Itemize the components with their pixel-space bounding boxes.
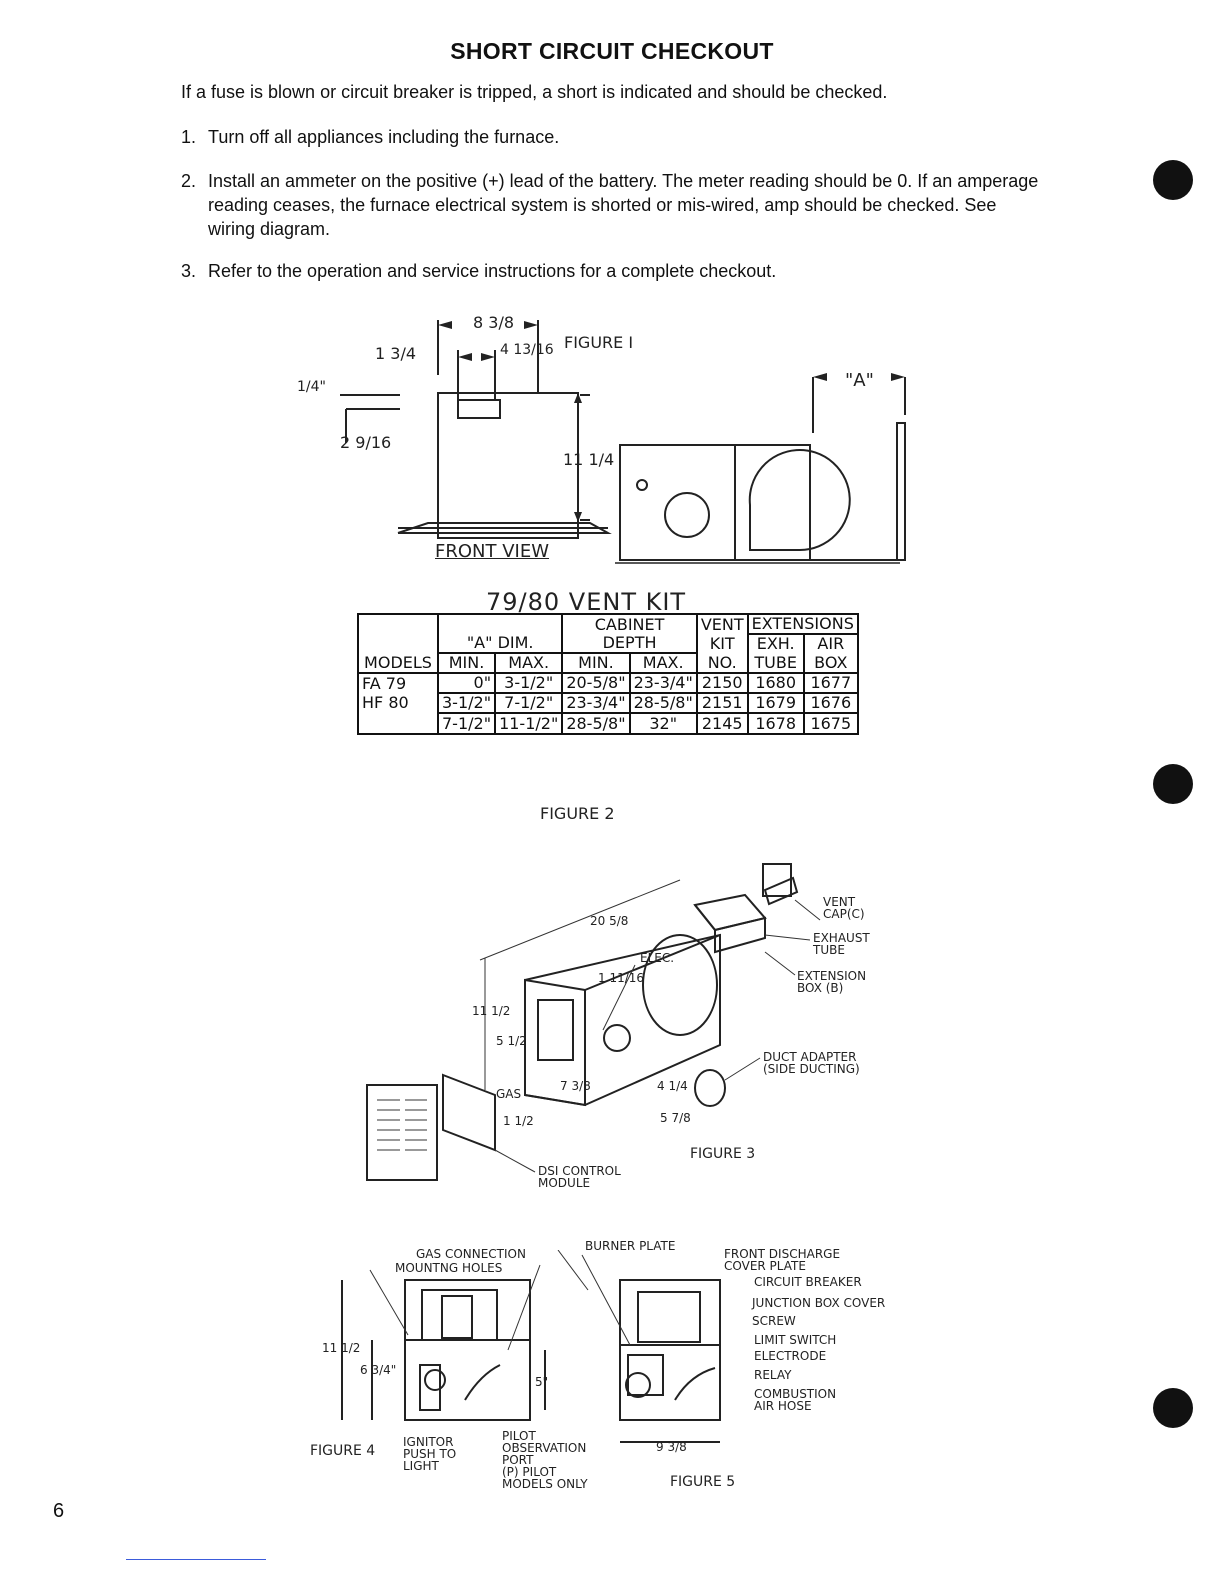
table-cell: 3-1/2" xyxy=(495,673,562,693)
table-row xyxy=(358,673,858,693)
table-cell: 23-3/4" xyxy=(630,673,697,693)
punch-hole-middle xyxy=(1153,764,1193,804)
callout-vent-cap: VENT CAP(C) xyxy=(823,895,865,921)
page-number: 6 xyxy=(53,1500,65,1522)
callout-electrode: ELECTRODE xyxy=(754,1349,827,1363)
figure-3-drawing xyxy=(355,860,875,1200)
punch-hole-bottom xyxy=(1153,1388,1193,1428)
table-cell: 28-5/8" xyxy=(562,713,629,734)
dim-2-9-16: 2 9/16 xyxy=(340,433,392,452)
header-vent: VENT xyxy=(697,614,748,634)
table-cell: 32" xyxy=(630,713,697,734)
punch-hole-top xyxy=(1153,160,1193,200)
callout-duct-adapter: DUCT ADAPTER (SIDE DUCTING) xyxy=(763,1050,860,1076)
dim-5-1-2: 5 1/2 xyxy=(496,1034,527,1048)
page-title: SHORT CIRCUIT CHECKOUT xyxy=(450,38,774,64)
table-cell: 7-1/2" xyxy=(495,693,562,713)
callout-extension-box: EXTENSION BOX (B) xyxy=(797,969,867,995)
dim-quarter: 1/4" xyxy=(297,379,326,395)
dim-5-7-8: 5 7/8 xyxy=(660,1111,691,1125)
callout-exhaust-tube: EXHAUST TUBE xyxy=(813,931,870,957)
table-cell: 0" xyxy=(438,673,495,693)
step-number: 1. xyxy=(181,127,197,147)
footer-rule xyxy=(126,1559,266,1560)
dim-4-1-4: 4 1/4 xyxy=(657,1079,688,1093)
dim-11-1-2: 11 1/2 xyxy=(472,1004,511,1018)
table-row xyxy=(358,693,858,713)
dim-20-5-8: 20 5/8 xyxy=(590,914,629,928)
figure-4-label: FIGURE 4 xyxy=(310,1443,376,1459)
callout-pilot: PILOT OBSERVATION PORT (P) PILOT MODELS ONLY xyxy=(502,1429,588,1491)
figure-5-label: FIGURE 5 xyxy=(670,1474,736,1490)
vent-kit-title: 79/80 VENT KIT xyxy=(486,588,687,616)
callout-mounting-holes: MOUNTNG HOLES xyxy=(395,1261,503,1275)
step-text: Refer to the operation and service instructions for a complete checkout. xyxy=(208,261,777,281)
table-cell: 2150 xyxy=(697,673,748,693)
intro-text: If a fuse is blown or circuit breaker is tripped, a short is indicated and should be checked. xyxy=(181,82,888,102)
header-max: MAX. xyxy=(630,653,697,673)
header-extensions: EXTENSIONS xyxy=(748,614,858,634)
dim-8-3-8: 8 3/8 xyxy=(473,313,515,332)
table-cell: 23-3/4" xyxy=(562,693,629,713)
callout-circuit-breaker: CIRCUIT BREAKER xyxy=(754,1275,862,1289)
table-row xyxy=(358,713,858,734)
step-3 xyxy=(181,259,1061,283)
table-cell: 20-5/8" xyxy=(562,673,629,693)
table-cell: 3-1/2" xyxy=(438,693,495,713)
table-cell: 11-1/2" xyxy=(495,713,562,734)
dim-1-11-16: 1 11/16 xyxy=(598,971,645,985)
table-cell: 1676 xyxy=(804,693,858,713)
header-no: NO. xyxy=(697,653,748,673)
callout-junction-box: JUNCTION BOX COVER xyxy=(752,1296,886,1310)
callout-screw: SCREW xyxy=(752,1314,796,1328)
figure-2-label: FIGURE 2 xyxy=(540,804,615,823)
table-cell: 1680 xyxy=(748,673,804,693)
figure-3-label: FIGURE 3 xyxy=(690,1146,756,1162)
dim-7-3-8: 7 3/8 xyxy=(560,1079,591,1093)
callout-limit-switch: LIMIT SWITCH xyxy=(754,1333,837,1347)
step-text: Install an ammeter on the positive (+) lead of the battery. The meter reading should be 0. If an amperage reading ceases, the furnace electrical system is shorted or mis-wired, amp should be checked. See wiring diagram. xyxy=(208,171,1039,239)
header-exh: EXH. xyxy=(748,634,804,653)
header-max: MAX. xyxy=(495,653,562,673)
table-cell: 2145 xyxy=(697,713,748,734)
step-1 xyxy=(181,125,1061,149)
header-min: MIN. xyxy=(438,653,495,673)
table-cell: 1677 xyxy=(804,673,858,693)
dim-5: 5" xyxy=(535,1375,549,1389)
dim-9-3-8: 9 3/8 xyxy=(656,1440,687,1454)
step-text: Turn off all appliances including the furnace. xyxy=(208,127,560,147)
callout-dsi-module: DSI CONTROL MODULE xyxy=(538,1164,621,1190)
callout-front-discharge: FRONT DISCHARGE COVER PLATE xyxy=(724,1247,841,1273)
step-number: 2. xyxy=(181,171,197,191)
dim-11-1-4: 11 1/4 xyxy=(563,450,615,469)
dim-a: "A" xyxy=(845,370,874,391)
header-tube: TUBE xyxy=(748,653,804,673)
table-cell: 1679 xyxy=(748,693,804,713)
dim-1-3-4: 1 3/4 xyxy=(375,344,417,363)
step-2 xyxy=(181,169,1041,241)
dim-6-3-4: 6 3/4" xyxy=(360,1363,397,1377)
step-number: 3. xyxy=(181,261,197,281)
table-cell: 2151 xyxy=(697,693,748,713)
callout-gas-connection: GAS CONNECTION xyxy=(416,1247,526,1261)
model-cell: FA 79 xyxy=(358,673,438,693)
header-depth: DEPTH xyxy=(562,634,697,653)
dim-11-1-2-f4: 11 1/2 xyxy=(322,1341,361,1355)
callout-ignitor: IGNITOR PUSH TO LIGHT xyxy=(403,1435,457,1473)
header-air: AIR xyxy=(804,634,858,653)
callout-combustion-hose: COMBUSTION AIR HOSE xyxy=(754,1387,837,1413)
table-cell: 1675 xyxy=(804,713,858,734)
model-cell: HF 80 xyxy=(358,693,438,713)
front-view-label: FRONT VIEW xyxy=(435,541,550,562)
figure-1-label: FIGURE I xyxy=(564,333,634,352)
dim-1-1-2: 1 1/2 xyxy=(503,1114,534,1128)
header-models: MODELS xyxy=(358,653,438,673)
vent-kit-table xyxy=(357,613,859,735)
dim-4-13-16: 4 13/16 xyxy=(500,342,554,358)
table-cell: 1678 xyxy=(748,713,804,734)
callout-elec: ELEC. xyxy=(640,951,675,965)
header-min: MIN. xyxy=(562,653,629,673)
header-a-dim: "A" DIM. xyxy=(438,634,562,653)
callout-gas: GAS xyxy=(496,1087,522,1101)
callout-burner-plate: BURNER PLATE xyxy=(585,1239,676,1253)
header-kit: KIT xyxy=(697,634,748,653)
callout-relay: RELAY xyxy=(754,1368,792,1382)
table-cell: 28-5/8" xyxy=(630,693,697,713)
table-cell: 7-1/2" xyxy=(438,713,495,734)
header-box: BOX xyxy=(804,653,858,673)
header-cabinet: CABINET xyxy=(562,614,697,634)
